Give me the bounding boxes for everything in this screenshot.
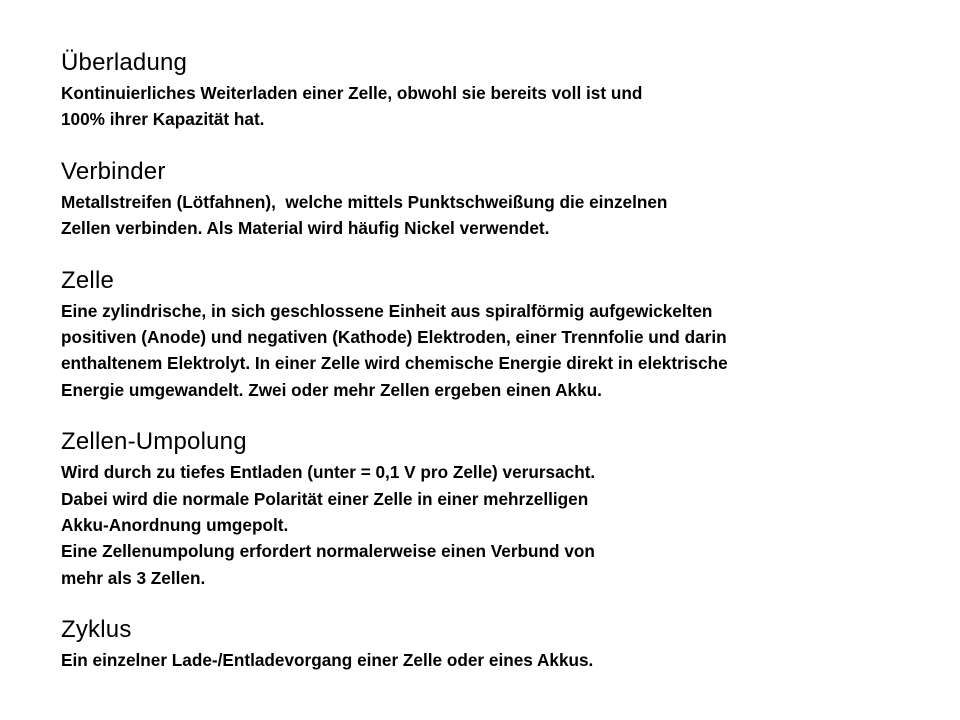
definition-line: Eine zylindrische, in sich geschlossene Einheit aus spiralförmig aufgewickelten <box>61 300 713 321</box>
definition-line: Wird durch zu tiefes Entladen (unter = 0,1 V pro Zelle) verursacht. <box>61 462 596 483</box>
entry-zellen-umpolung <box>61 428 941 591</box>
definition-line: positiven (Anode) und negativen (Kathode) Elektroden, einer Trennfolie und darin <box>61 327 727 348</box>
entry-zyklus <box>61 616 941 673</box>
definition-line: 100% ihrer Kapazität hat. <box>61 109 265 130</box>
term-heading: Zellen-Umpolung <box>61 428 247 456</box>
spacer <box>61 591 941 616</box>
spacer <box>61 133 941 158</box>
term-heading: Überladung <box>61 49 188 76</box>
definition-line: Kontinuierliches Weiterladen einer Zelle, obwohl sie bereits voll ist und <box>61 83 643 103</box>
term-heading: Verbinder <box>61 157 166 185</box>
spacer <box>61 403 941 428</box>
entry-verbinder <box>61 158 941 242</box>
spacer <box>61 242 941 267</box>
term-heading: Zyklus <box>61 616 132 644</box>
entry-zelle <box>61 267 941 404</box>
glossary-page <box>61 49 941 674</box>
definition-line: enthaltenem Elektrolyt. In einer Zelle wird chemische Energie direkt in elektrische <box>61 353 728 374</box>
term-heading: Zelle <box>61 266 115 294</box>
definition-line: Dabei wird die normale Polarität einer Zelle in einer mehrzelligen <box>61 488 589 509</box>
definition-line: Ein einzelner Lade-/Entladevorgang einer Zelle oder eines Akkus. <box>61 650 594 671</box>
definition-line: Zellen verbinden. Als Material wird häufig Nickel verwendet. <box>61 218 550 239</box>
definition-line: mehr als 3 Zellen. <box>61 567 206 588</box>
definition-line: Metallstreifen (Lötfahnen), welche mittels Punktschweißung die einzelnen <box>61 191 668 212</box>
definition-line: Akku-Anordnung umgepolt. <box>61 515 289 536</box>
definition-line: Energie umgewandelt. Zwei oder mehr Zellen ergeben einen Akku. <box>61 379 602 400</box>
definition-line: Eine Zellenumpolung erfordert normalerweise einen Verbund von <box>61 541 595 562</box>
entry-ueberladung <box>61 49 941 133</box>
